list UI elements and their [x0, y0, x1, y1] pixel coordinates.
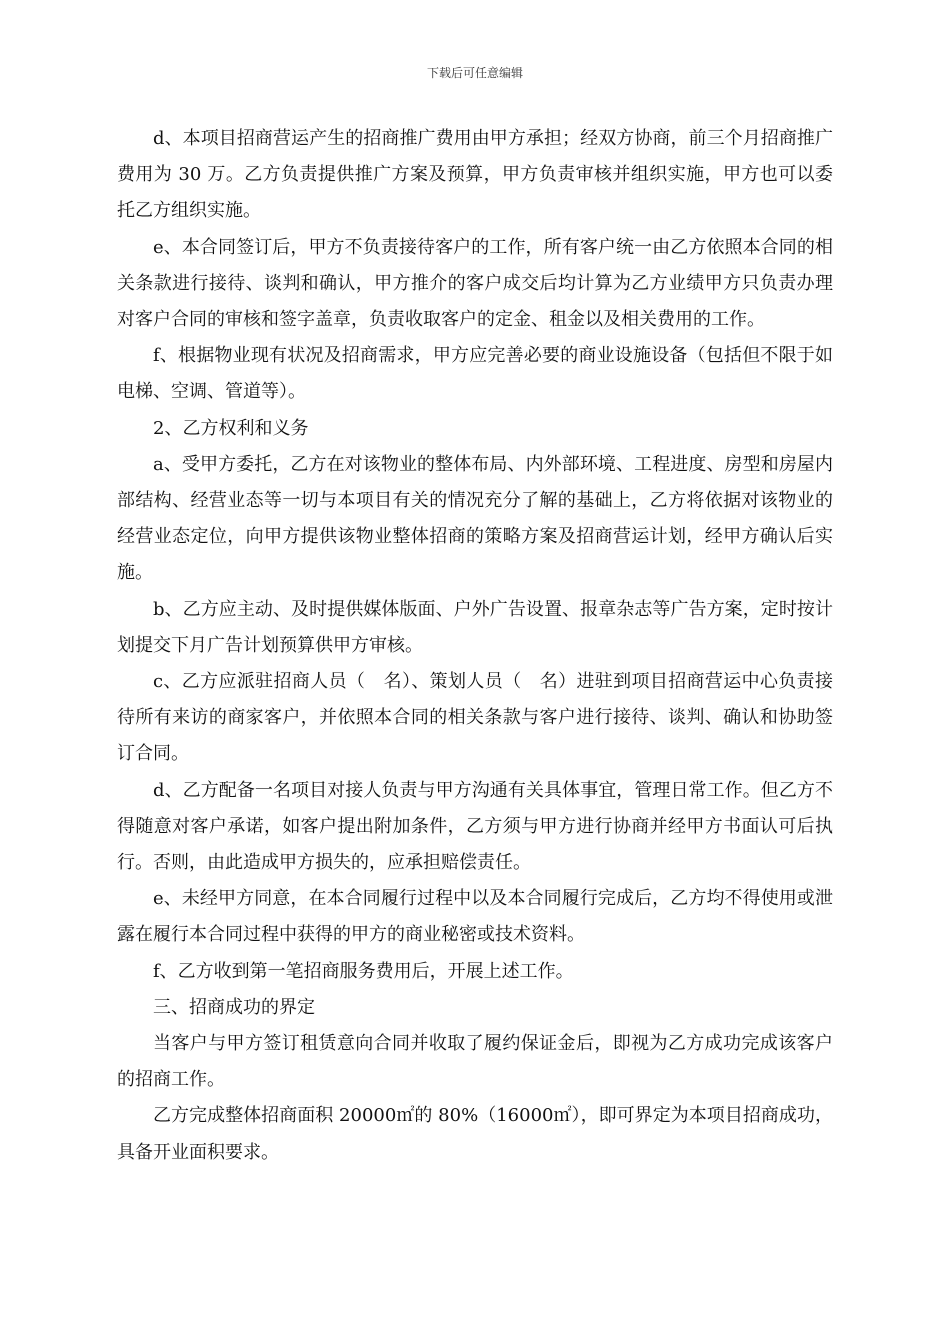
header-note: 下载后可任意编辑 [426, 66, 523, 80]
paragraph-d-liaison: d、乙方配备一名项目对接人负责与甲方沟通有关具体事宜，管理日常工作。但乙方不得随意对客户承诺，如客户提出附加条件，乙方须与甲方进行协商并经甲方书面认可后执行。否则，由此造成甲方损失的，应承担赔偿责任。 [117, 779, 833, 874]
document-body [117, 121, 833, 1171]
paragraph-f-facilities: f、根据物业现有状况及招商需求，甲方应完善必要的商业设施设备（包括但不限于如电梯、空调、管道等）。 [117, 345, 833, 403]
paragraph-success-area: 乙方完成整体招商面积 20000㎡的 80%（16000㎡），即可界定为本项目招商成功，具备开业面积要求。 [117, 1105, 833, 1163]
section-heading-party-b-rights: 2、乙方权利和义务 [153, 417, 309, 439]
paragraph-e-confidentiality: e、未经甲方同意，在本合同履行过程中以及本合同履行完成后，乙方均不得使用或泄露在履行本合同过程中获得的甲方的商业秘密或技术资料。 [117, 888, 833, 946]
paragraph-c-staffing: c、乙方应派驻招商人员（ 名）、策划人员（ 名）进驻到项目招商营运中心负责接待所有来访的商家客户，并依照本合同的相关条款与客户进行接待、谈判、确认和协助签订合同。 [117, 671, 833, 765]
section-heading-success-definition: 三、招商成功的界定 [153, 996, 315, 1018]
paragraph-f-start-work: f、乙方收到第一笔招商服务费用后，开展上述工作。 [153, 960, 574, 982]
paragraph-a-strategy-plan: a、受甲方委托，乙方在对该物业的整体布局、内外部环境、工程进度、房型和房屋内部结构、经营业态等一切与本项目有关的情况充分了解的基础上，乙方将依据对该物业的经营业态定位，向甲方提供该物业整体招商的策略方案及招商营运计划，经甲方确认后实施。 [117, 453, 833, 584]
paragraph-e-client-reception: e、本合同签订后，甲方不负责接待客户的工作，所有客户统一由乙方依照本合同的相关条款进行接待、谈判和确认，甲方推介的客户成交后均计算为乙方业绩甲方只负责办理对客户合同的审核和签字盖章，负责收取客户的定金、租金以及相关费用的工作。 [117, 236, 833, 331]
paragraph-d-promotion-costs: d、本项目招商营运产生的招商推广费用由甲方承担；经双方协商，前三个月招商推广费用为 30 万。乙方负责提供推广方案及预算，甲方负责审核并组织实施，甲方也可以委托乙方组织实施。 [117, 128, 833, 222]
paragraph-success-client: 当客户与甲方签订租赁意向合同并收取了履约保证金后，即视为乙方成功完成该客户的招商工作。 [117, 1033, 833, 1091]
paragraph-b-advertising: b、乙方应主动、及时提供媒体版面、户外广告设置、报章杂志等广告方案，定时按计划提交下月广告计划预算供甲方审核。 [117, 598, 833, 656]
